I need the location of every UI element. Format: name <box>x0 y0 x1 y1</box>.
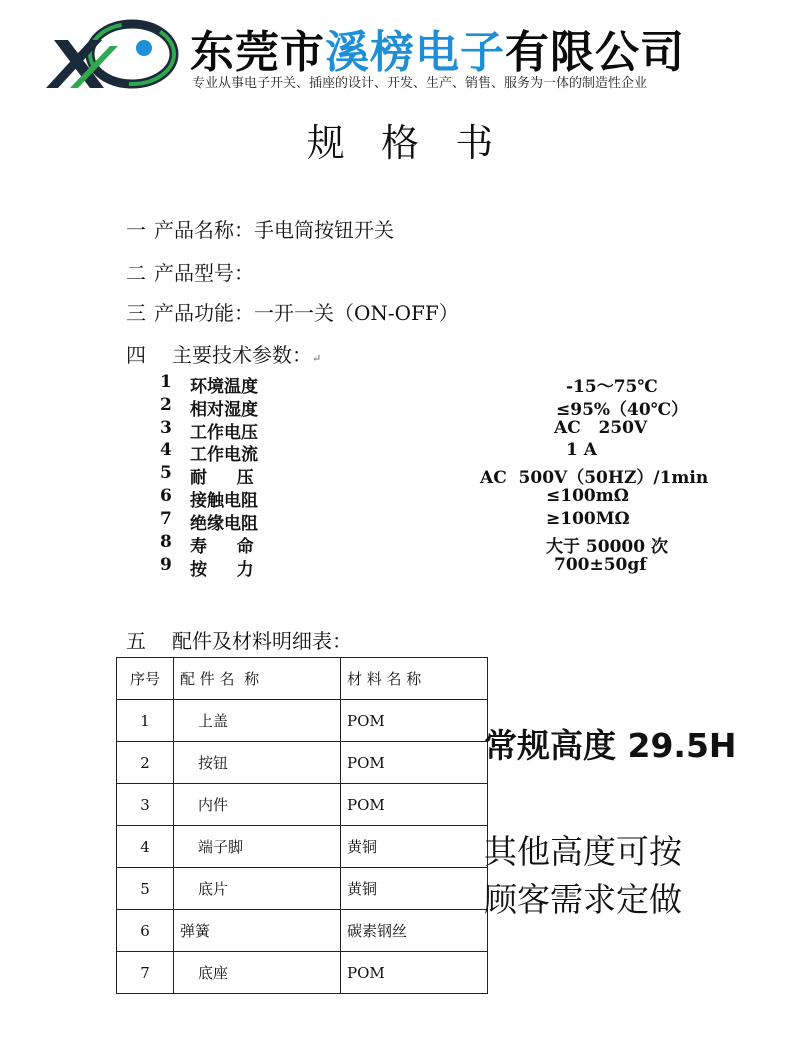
cell-part-name: 底片 <box>174 868 341 910</box>
section-number: 四 <box>126 343 146 367</box>
cell-material: 碳素钢丝 <box>341 910 488 952</box>
cell-material: POM <box>341 952 488 994</box>
section-number: 二 <box>126 261 146 285</box>
param-number: 2 <box>160 395 172 415</box>
cell-part-name: 端子脚 <box>174 826 341 868</box>
param-name: 环境温度 <box>190 377 258 397</box>
section-parts-materials <box>126 625 352 654</box>
section-number: 三 <box>126 301 146 325</box>
param-name: 接触电阻 <box>190 491 258 511</box>
section-number: 一 <box>126 218 146 242</box>
cell-part-name: 底座 <box>174 952 341 994</box>
section-tech-params <box>126 339 321 368</box>
table-row <box>117 910 488 952</box>
cell-part-name: 按钮 <box>174 742 341 784</box>
cell-part-name: 内件 <box>174 784 341 826</box>
cell-index: 5 <box>117 868 174 910</box>
param-number: 1 <box>160 372 172 392</box>
document-title: 规 格 书 <box>306 121 494 165</box>
param-number: 6 <box>160 486 172 506</box>
table-header-row <box>117 658 488 700</box>
param-name: 寿 命 <box>190 537 254 557</box>
table-row <box>117 826 488 868</box>
cell-material: 黄铜 <box>341 868 488 910</box>
section-text: 产品型号： <box>154 261 254 285</box>
cell-material: POM <box>341 784 488 826</box>
section-text: 配件及材料明细表： <box>172 629 352 653</box>
param-name: 工作电压 <box>190 423 258 443</box>
param-name: 耐 压 <box>190 468 254 488</box>
cell-material: POM <box>341 742 488 784</box>
param-value: -15～75℃ <box>566 377 658 397</box>
param-value: AC 250V <box>554 418 648 438</box>
company-suffix: 有限公司 <box>505 27 685 78</box>
param-number: 3 <box>160 418 172 438</box>
param-value: AC 500V（50HZ）/1min <box>480 468 709 488</box>
section-text: 产品名称：手电筒按钮开关 <box>154 218 394 242</box>
section-text: 主要技术参数： <box>172 343 312 367</box>
section-product-model <box>126 257 254 286</box>
table-row <box>117 700 488 742</box>
cell-part-name: 弹簧 <box>174 910 341 952</box>
param-value: 700±50gf <box>554 555 647 575</box>
param-number: 4 <box>160 440 172 460</box>
param-value: ≥100MΩ <box>546 509 630 529</box>
section-number: 五 <box>126 629 146 653</box>
cell-index: 3 <box>117 784 174 826</box>
param-number: 9 <box>160 555 172 575</box>
cell-index: 2 <box>117 742 174 784</box>
param-name: 相对湿度 <box>190 400 258 420</box>
param-number: 7 <box>160 509 172 529</box>
parts-materials-table <box>116 657 488 994</box>
return-mark-icon: ↵ <box>312 352 322 365</box>
cell-index: 7 <box>117 952 174 994</box>
param-value: 1 A <box>566 440 597 460</box>
param-name: 绝缘电阻 <box>190 514 258 534</box>
header-cell-index: 序号 <box>117 658 174 700</box>
custom-height-note-line1: 其他高度可按 <box>484 832 682 871</box>
param-name: 工作电流 <box>190 445 258 465</box>
param-number: 8 <box>160 532 172 552</box>
table-row <box>117 784 488 826</box>
company-highlight: 溪榜电子 <box>325 27 505 78</box>
company-tagline: 专业从事电子开关、插座的设计、开发、生产、销售、服务为一体的制造性企业 <box>192 76 648 91</box>
table-row <box>117 952 488 994</box>
table-row <box>117 742 488 784</box>
cell-part-name: 上盖 <box>174 700 341 742</box>
param-name: 按 力 <box>190 560 254 580</box>
cell-index: 1 <box>117 700 174 742</box>
cell-material: POM <box>341 700 488 742</box>
section-text: 产品功能：一开一关（ON-OFF） <box>154 301 459 325</box>
param-value: 大于 50000 次 <box>546 537 668 557</box>
cell-index: 4 <box>117 826 174 868</box>
company-name <box>190 16 685 80</box>
header-cell-material: 材 料 名 称 <box>341 658 488 700</box>
cell-material: 黄铜 <box>341 826 488 868</box>
custom-height-note-line2: 顾客需求定做 <box>484 880 682 919</box>
standard-height-note: 常规高度 29.5H <box>484 726 737 765</box>
section-product-name <box>126 214 394 243</box>
table-row <box>117 868 488 910</box>
param-number: 5 <box>160 463 172 483</box>
company-logo <box>40 18 180 94</box>
section-product-function <box>126 297 459 326</box>
company-prefix: 东莞市 <box>190 27 325 78</box>
cell-index: 6 <box>117 910 174 952</box>
param-value: ≤95%（40℃） <box>556 400 689 420</box>
header-cell-part-name: 配 件 名 称 <box>174 658 341 700</box>
param-value: ≤100mΩ <box>546 486 629 506</box>
